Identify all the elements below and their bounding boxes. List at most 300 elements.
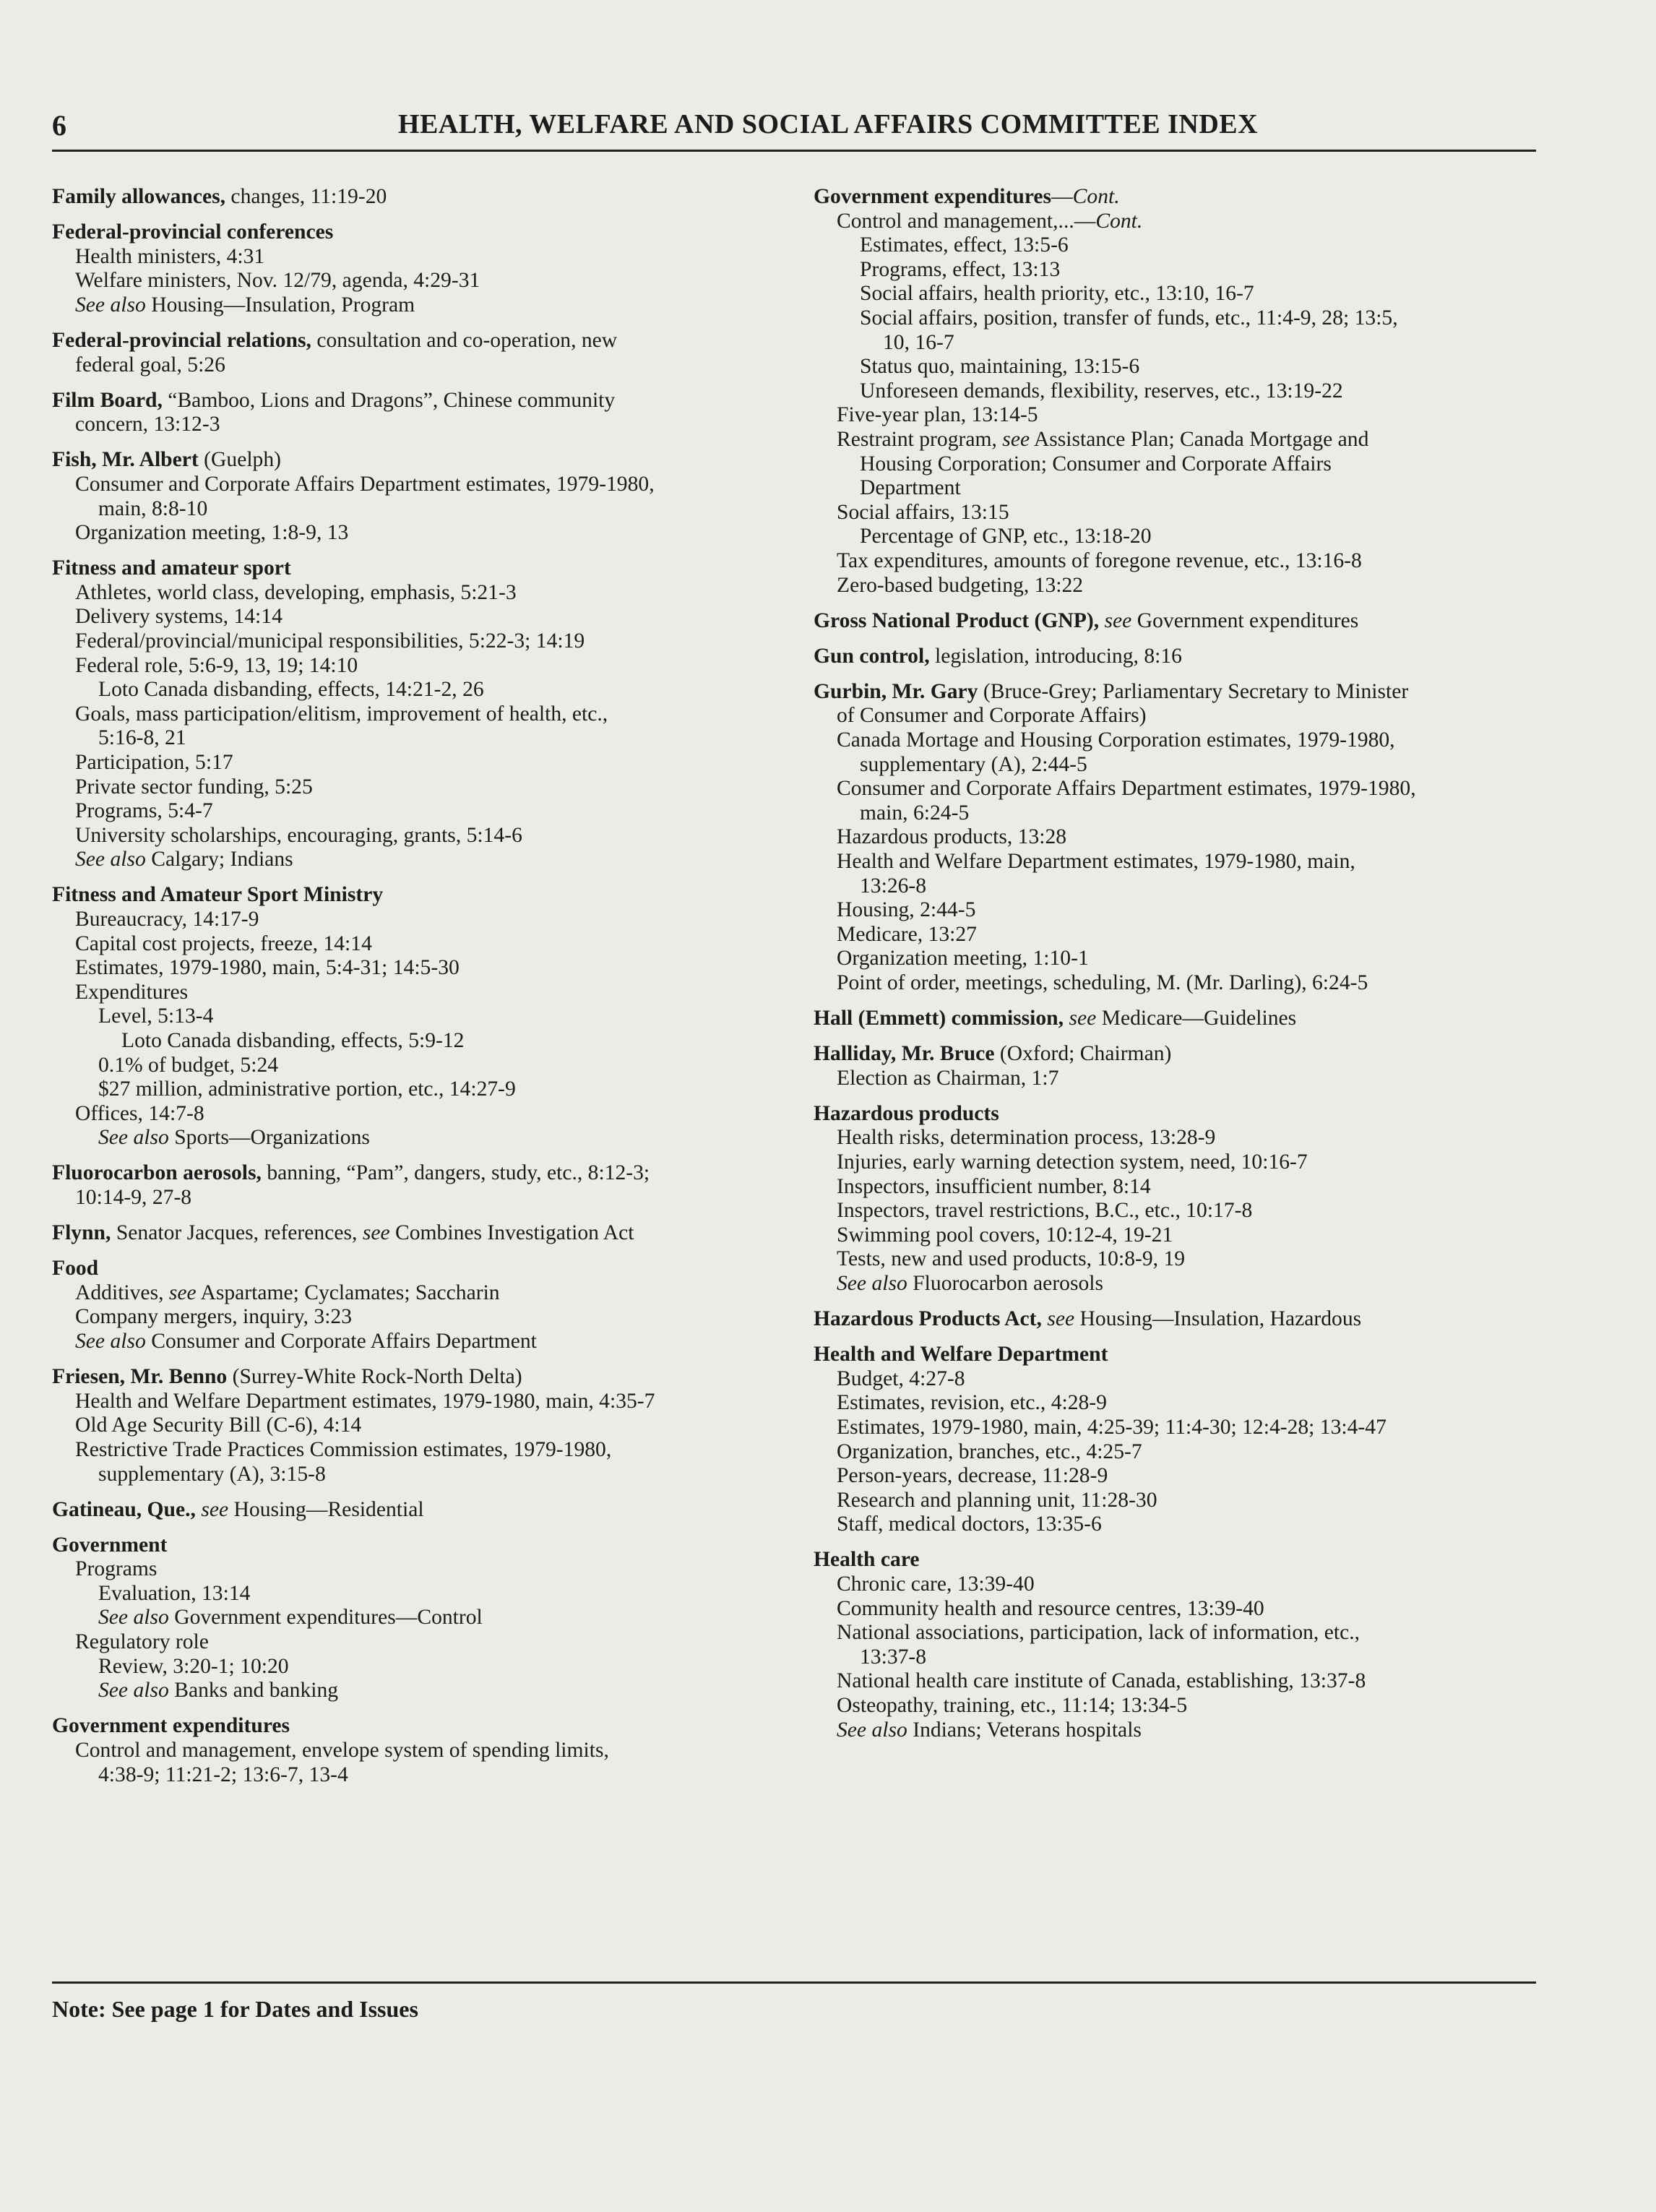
index-subentry-line — [814, 1199, 1551, 1223]
index-heading-line — [52, 389, 818, 413]
index-subentry-line — [814, 898, 1551, 923]
index-subentry-line — [814, 850, 1551, 874]
index-text: Canada Mortage and Housing Corporation estimates, 1979-1980, — [837, 728, 1395, 752]
index-text: Social affairs, position, transfer of funds, etc., 11:4-9, 28; 13:5, — [860, 306, 1398, 330]
index-heading-text: Fitness and amateur sport — [52, 556, 291, 580]
index-subentry-line — [814, 1489, 1551, 1513]
index-subentry-line — [52, 654, 818, 679]
index-text: “Bamboo, Lions and Dragons”, Chinese community — [162, 388, 616, 412]
index-text: Person-years, decrease, 11:28-9 — [837, 1464, 1108, 1488]
index-subentry-line — [52, 1630, 818, 1655]
index-text: supplementary (A), 3:15-8 — [98, 1462, 326, 1486]
index-text: National associations, participation, lack of information, etc., — [837, 1621, 1360, 1645]
index-subentry-line — [814, 403, 1551, 428]
index-subentry-line — [814, 728, 1551, 753]
cross-reference-text: Cont. — [1095, 209, 1143, 233]
index-heading-text: Federal-provincial relations, — [52, 328, 311, 352]
index-text: Health ministers, 4:31 — [75, 244, 265, 268]
index-text: supplementary (A), 2:44-5 — [860, 752, 1087, 776]
index-text: Housing—Insulation, Program — [145, 293, 415, 317]
index-text: Combines Investigation Act — [389, 1221, 634, 1245]
index-text: Chronic care, 13:39-40 — [837, 1572, 1035, 1596]
index-text: Consumer and Corporate Affairs Department — [145, 1330, 537, 1354]
index-text: Company mergers, inquiry, 3:23 — [75, 1305, 353, 1329]
index-subentry-line — [814, 1367, 1551, 1392]
index-subentry-line — [814, 210, 1551, 234]
index-entry — [52, 1365, 818, 1486]
index-text: Old Age Security Bill (C-6), 4:14 — [75, 1413, 362, 1437]
index-text: Housing Corporation; Consumer and Corporate Affairs — [860, 452, 1332, 475]
index-entry — [52, 1221, 818, 1246]
cross-reference-text: see — [1104, 608, 1132, 632]
index-entry — [814, 1007, 1551, 1031]
index-heading-line — [814, 1548, 1551, 1572]
index-subentry-line — [52, 1281, 818, 1306]
index-subentry-line — [52, 413, 818, 437]
index-subentry-line — [814, 1223, 1551, 1248]
index-text: Indians; Veterans hospitals — [907, 1718, 1142, 1742]
index-text: Senator Jacques, references, — [111, 1221, 363, 1245]
cross-reference-text: Cont. — [1072, 185, 1120, 208]
index-entry — [814, 645, 1551, 669]
index-heading-text: Fluorocarbon aerosols, — [52, 1161, 262, 1185]
index-text: Estimates, 1979-1980, main, 5:4-31; 14:5-30 — [75, 956, 460, 980]
index-subentry-line — [52, 1438, 818, 1463]
index-text: Department — [860, 476, 961, 500]
index-subentry-line — [52, 726, 818, 751]
index-subentry-line — [52, 1126, 818, 1150]
index-text: Estimates, revision, etc., 4:28-9 — [837, 1391, 1107, 1415]
index-subentry-line — [52, 1679, 818, 1703]
index-text: Government expenditures — [1131, 608, 1359, 632]
index-text: concern, 13:12-3 — [75, 413, 220, 436]
index-text: Control and management, envelope system of spending limits, — [75, 1738, 609, 1762]
index-subentry-line — [52, 678, 818, 702]
index-text: Sports—Organizations — [168, 1126, 370, 1150]
index-text: Government expenditures—Control — [168, 1606, 483, 1630]
index-heading-line — [52, 1365, 818, 1390]
index-text: banning, “Pam”, dangers, study, etc., 8:12-3; — [261, 1161, 650, 1185]
index-text: Programs, 5:4-7 — [75, 799, 213, 823]
index-text: Federal role, 5:6-9, 13, 19; 14:10 — [75, 653, 358, 677]
index-text: Hazardous products, 13:28 — [837, 825, 1067, 849]
index-text: Athletes, world class, developing, emphasis, 5:21-3 — [75, 580, 517, 604]
index-subentry-line — [814, 825, 1551, 850]
index-heading-text: Fish, Mr. Albert — [52, 448, 199, 472]
index-entry — [52, 1498, 818, 1523]
index-subentry-line — [814, 233, 1551, 258]
index-column-right — [814, 185, 1551, 1754]
footer-rule — [52, 1981, 1536, 1984]
index-text: Expenditures — [75, 980, 189, 1004]
index-entry — [52, 448, 818, 545]
index-subentry-line — [52, 245, 818, 270]
index-heading-text: Gross National Product (GNP), — [814, 608, 1100, 632]
index-subentry-line — [52, 1557, 818, 1582]
index-entry — [52, 1161, 818, 1210]
index-subentry-line — [814, 1694, 1551, 1718]
cross-reference-text: See also — [98, 1126, 169, 1150]
index-subentry-line — [52, 1390, 818, 1414]
index-heading-text: Gurbin, Mr. Gary — [814, 679, 978, 703]
index-text: consultation and co-operation, new — [311, 328, 618, 352]
index-subentry-line — [814, 704, 1551, 728]
index-text: Assistance Plan; Canada Mortgage and — [1030, 427, 1369, 451]
index-heading-line — [814, 680, 1551, 705]
index-subentry-line — [52, 702, 818, 727]
index-entry — [52, 1714, 818, 1787]
index-heading-line — [52, 1533, 818, 1558]
index-subentry-line — [52, 1054, 818, 1078]
index-text: Programs, effect, 13:13 — [860, 257, 1061, 281]
index-text: (Guelph) — [198, 448, 281, 472]
index-text: Inspectors, travel restrictions, B.C., etc., 10:17-8 — [837, 1199, 1253, 1223]
index-text: 13:37-8 — [860, 1645, 927, 1669]
index-heading-line — [52, 556, 818, 581]
index-subentry-line — [52, 1655, 818, 1679]
index-subentry-line — [814, 1126, 1551, 1150]
index-text: Level, 5:13-4 — [98, 1004, 214, 1028]
index-subentry-line — [52, 629, 818, 654]
cross-reference-text: See also — [98, 1679, 169, 1703]
index-subentry-line — [814, 1464, 1551, 1489]
index-entry — [52, 185, 818, 210]
index-subentry-line — [814, 1669, 1551, 1694]
index-subentry-line — [814, 1597, 1551, 1622]
index-text: Programs — [75, 1557, 158, 1581]
index-subentry-line — [52, 269, 818, 293]
index-subentry-line — [52, 1763, 818, 1788]
index-text: Housing—Residential — [228, 1497, 424, 1521]
index-heading-text: Government — [52, 1533, 168, 1557]
index-heading-line — [814, 1042, 1551, 1067]
index-subentry-line — [814, 355, 1551, 379]
index-subentry-line — [814, 1645, 1551, 1670]
index-subentry-line — [814, 801, 1551, 826]
index-text: (Bruce-Grey; Parliamentary Secretary to Minister — [978, 679, 1409, 703]
index-text: (Surrey-White Rock-North Delta) — [227, 1365, 522, 1389]
index-subentry-line — [52, 848, 818, 872]
index-text: Status quo, maintaining, 13:15-6 — [860, 355, 1140, 379]
index-text: Organization, branches, etc., 4:25-7 — [837, 1439, 1142, 1463]
index-text: Inspectors, insufficient number, 8:14 — [837, 1174, 1151, 1198]
index-text: Social affairs, 13:15 — [837, 500, 1009, 524]
index-subentry-line — [814, 1175, 1551, 1200]
index-subentry-line — [814, 306, 1551, 331]
index-text: 10, 16-7 — [883, 330, 954, 354]
index-subentry-line — [814, 379, 1551, 404]
index-text: — — [1051, 185, 1073, 208]
index-heading-line — [52, 1161, 818, 1186]
header-rule — [52, 150, 1536, 152]
index-heading-text: Food — [52, 1257, 99, 1281]
index-subentry-line — [814, 258, 1551, 283]
index-subentry-line — [814, 777, 1551, 801]
index-heading-text: Health and Welfare Department — [814, 1343, 1108, 1367]
index-subentry-line — [814, 923, 1551, 947]
index-text: Delivery systems, 14:14 — [75, 605, 283, 629]
index-entry — [52, 220, 818, 317]
cross-reference-text: see — [1002, 427, 1030, 451]
index-text: Bureaucracy, 14:17-9 — [75, 908, 259, 931]
index-text: Banks and banking — [168, 1679, 339, 1703]
index-text: National health care institute of Canada, establishing, 13:37-8 — [837, 1669, 1366, 1693]
index-text: Calgary; Indians — [145, 848, 293, 872]
index-subentry-line — [52, 1102, 818, 1127]
index-text: Loto Canada disbanding, effects, 5:9-12 — [121, 1029, 465, 1052]
index-text: Regulatory role — [75, 1630, 209, 1654]
cross-reference-text: See also — [75, 1330, 146, 1354]
index-text: $27 million, administrative portion, etc., 14:27-9 — [98, 1077, 516, 1101]
index-text: Aspartame; Cyclamates; Saccharin — [196, 1281, 500, 1304]
index-text: Election as Chairman, 1:7 — [837, 1066, 1059, 1090]
index-subentry-line — [52, 799, 818, 824]
index-heading-text: Federal-provincial conferences — [52, 220, 334, 244]
index-subentry-line — [814, 1067, 1551, 1091]
index-entry — [814, 1343, 1551, 1537]
index-text: main, 6:24-5 — [860, 801, 970, 825]
index-subentry-line — [52, 1004, 818, 1029]
index-text: Capital cost projects, freeze, 14:14 — [75, 931, 372, 955]
index-subentry-line — [52, 775, 818, 800]
index-heading-line — [814, 1343, 1551, 1367]
index-text: Consumer and Corporate Affairs Department estimates, 1979-1980, — [837, 777, 1416, 801]
index-entry — [52, 556, 818, 872]
index-text: Estimates, effect, 13:5-6 — [860, 233, 1069, 257]
index-heading-text: Hall (Emmett) commission, — [814, 1007, 1064, 1030]
index-text: Health and Welfare Department estimates, 1979-1980, main, — [837, 849, 1355, 873]
index-text: Zero-based budgeting, 13:22 — [837, 573, 1084, 597]
index-text: Review, 3:20-1; 10:20 — [98, 1654, 289, 1678]
index-subentry-line — [52, 751, 818, 775]
index-heading-line — [52, 1221, 818, 1246]
index-subentry-line — [814, 1440, 1551, 1465]
index-text: Staff, medical doctors, 13:35-6 — [837, 1512, 1102, 1536]
index-heading-text: Hazardous products — [814, 1101, 999, 1125]
index-subentry-line — [814, 476, 1551, 501]
index-heading-line — [814, 1307, 1551, 1332]
index-subentry-line — [52, 605, 818, 629]
index-subentry-line — [814, 452, 1551, 477]
cross-reference-text: see — [168, 1281, 197, 1304]
index-text: Restrictive Trade Practices Commission estimates, 1979-1980, — [75, 1437, 612, 1461]
index-text: University scholarships, encouraging, grants, 5:14-6 — [75, 823, 522, 847]
index-text: Control and management,...— — [837, 209, 1096, 233]
index-subentry-line — [52, 956, 818, 981]
index-text: Community health and resource centres, 13:39-40 — [837, 1596, 1264, 1620]
index-text: Housing, 2:44-5 — [837, 898, 976, 922]
index-text: Tax expenditures, amounts of foregone revenue, etc., 13:16-8 — [837, 548, 1362, 572]
index-subentry-line — [52, 1582, 818, 1606]
cross-reference-text: See also — [837, 1718, 907, 1742]
index-heading-line — [814, 185, 1551, 210]
index-text: 10:14-9, 27-8 — [75, 1186, 192, 1210]
page-title: HEALTH, WELFARE AND SOCIAL AFFAIRS COMMITTEE INDEX — [397, 109, 1259, 139]
index-subentry-line — [52, 1330, 818, 1354]
index-text: Social affairs, health priority, etc., 13:10, 16-7 — [860, 282, 1254, 306]
index-entry — [814, 185, 1551, 598]
index-subentry-line — [814, 1150, 1551, 1175]
index-subentry-line — [814, 525, 1551, 549]
index-heading-line — [814, 1007, 1551, 1031]
index-heading-line — [52, 448, 818, 473]
index-heading-line — [52, 1498, 818, 1523]
index-subentry-line — [52, 981, 818, 1005]
index-text: 0.1% of budget, 5:24 — [98, 1053, 279, 1077]
index-text: Housing—Insulation, Hazardous — [1074, 1307, 1362, 1331]
cross-reference-text: see — [362, 1221, 390, 1245]
index-heading-text: Film Board, — [52, 388, 163, 412]
index-subentry-line — [52, 353, 818, 378]
index-subentry-line — [52, 1413, 818, 1438]
cross-reference-text: See also — [75, 293, 146, 317]
index-subentry-line — [52, 581, 818, 606]
index-text: Participation, 5:17 — [75, 750, 233, 774]
index-heading-line — [814, 645, 1551, 669]
index-text — [1099, 609, 1104, 632]
index-text: Medicare, 13:27 — [837, 922, 977, 946]
cross-reference-text: see — [1069, 1007, 1097, 1030]
index-text: Private sector funding, 5:25 — [75, 775, 313, 799]
index-text: Organization meeting, 1:8-9, 13 — [75, 521, 349, 545]
index-text: Loto Canada disbanding, effects, 14:21-2, 26 — [98, 678, 484, 702]
index-text: Fluorocarbon aerosols — [907, 1271, 1104, 1295]
index-subentry-line — [814, 874, 1551, 899]
index-subentry-line — [52, 908, 818, 932]
index-subentry-line — [814, 971, 1551, 996]
index-subentry-line — [52, 473, 818, 497]
index-text: 5:16-8, 21 — [98, 726, 186, 750]
index-heading-line — [814, 609, 1551, 634]
index-text: Health and Welfare Department estimates, 1979-1980, main, 4:35-7 — [75, 1389, 655, 1413]
index-subentry-line — [814, 549, 1551, 574]
index-text: Medicare—Guidelines — [1096, 1007, 1297, 1030]
index-subentry-line — [814, 1621, 1551, 1645]
index-subentry-line — [814, 282, 1551, 306]
index-heading-line — [52, 329, 818, 353]
index-text: Restraint program, — [837, 427, 1003, 451]
cross-reference-text: see — [1047, 1307, 1075, 1331]
index-subentry-line — [52, 1305, 818, 1330]
index-heading-text: Flynn, — [52, 1221, 111, 1245]
index-text: Federal/provincial/municipal responsibilities, 5:22-3; 14:19 — [75, 629, 585, 653]
index-subentry-line — [814, 1718, 1551, 1743]
index-subentry-line — [52, 1186, 818, 1210]
index-subentry-line — [814, 1512, 1551, 1537]
index-heading-line — [814, 1102, 1551, 1127]
index-subentry-line — [52, 497, 818, 522]
index-text: Estimates, 1979-1980, main, 4:25-39; 11:4-30; 12:4-28; 13:4-47 — [837, 1415, 1387, 1439]
index-subentry-line — [814, 753, 1551, 778]
index-entry — [814, 1548, 1551, 1742]
index-subentry-line — [52, 1029, 818, 1054]
index-heading-text: Halliday, Mr. Bruce — [814, 1042, 995, 1066]
index-text: 4:38-9; 11:21-2; 13:6-7, 13-4 — [98, 1763, 348, 1786]
index-text: Health risks, determination process, 13:28-9 — [837, 1126, 1216, 1150]
index-text: federal goal, 5:26 — [75, 353, 225, 376]
index-subentry-line — [52, 932, 818, 957]
index-subentry-line — [814, 1391, 1551, 1416]
index-heading-line — [52, 185, 818, 210]
index-heading-text: Fitness and Amateur Sport Ministry — [52, 883, 384, 907]
index-subentry-line — [52, 293, 818, 318]
index-text: Percentage of GNP, etc., 13:18-20 — [860, 525, 1152, 548]
index-entry — [52, 1533, 818, 1703]
index-subentry-line — [814, 428, 1551, 452]
index-text: main, 8:8-10 — [98, 496, 208, 520]
index-subentry-line — [814, 1272, 1551, 1296]
cross-reference-text: See also — [75, 848, 146, 872]
index-entry — [814, 1307, 1551, 1332]
index-text: Organization meeting, 1:10-1 — [837, 947, 1089, 971]
index-subentry-line — [814, 1572, 1551, 1597]
index-text: Injuries, early warning detection system, need, 10:16-7 — [837, 1150, 1308, 1174]
cross-reference-text: See also — [98, 1606, 169, 1630]
index-text: Additives, — [75, 1281, 169, 1304]
index-subentry-line — [814, 1247, 1551, 1272]
index-entry — [814, 1102, 1551, 1296]
index-text: Offices, 14:7-8 — [75, 1101, 204, 1125]
index-entry — [52, 1257, 818, 1354]
index-subentry-line — [814, 501, 1551, 525]
index-heading-line — [52, 220, 818, 245]
index-subentry-line — [52, 1077, 818, 1102]
index-text: Budget, 4:27-8 — [837, 1367, 965, 1390]
index-heading-text: Family allowances, — [52, 185, 226, 208]
index-text: Goals, mass participation/elitism, improvement of health, etc., — [75, 702, 608, 726]
index-entry — [52, 389, 818, 437]
index-heading-text: Gun control, — [814, 644, 930, 668]
cross-reference-text: See also — [837, 1271, 907, 1295]
index-entry — [52, 883, 818, 1150]
index-subentry-line — [52, 824, 818, 848]
index-subentry-line — [52, 1739, 818, 1763]
index-subentry-line — [814, 947, 1551, 971]
index-entry — [814, 680, 1551, 996]
index-heading-text: Government expenditures — [52, 1714, 290, 1738]
index-heading-line — [52, 883, 818, 908]
index-text: Evaluation, 13:14 — [98, 1581, 251, 1605]
index-heading-text: Gatineau, Que., — [52, 1497, 196, 1521]
index-text: Welfare ministers, Nov. 12/79, agenda, 4:29-31 — [75, 269, 480, 293]
index-text: of Consumer and Corporate Affairs) — [837, 704, 1147, 728]
index-heading-text: Government expenditures — [814, 185, 1052, 208]
index-text: legislation, introducing, 8:16 — [929, 644, 1182, 668]
index-entry — [52, 329, 818, 377]
index-subentry-line — [52, 521, 818, 546]
index-text: Consumer and Corporate Affairs Department estimates, 1979-1980, — [75, 472, 655, 496]
index-heading-text: Health care — [814, 1548, 920, 1572]
index-heading-line — [52, 1257, 818, 1281]
index-entry — [814, 1042, 1551, 1090]
index-text: Swimming pool covers, 10:12-4, 19-21 — [837, 1223, 1173, 1247]
index-subentry-line — [814, 331, 1551, 356]
index-text: (Oxford; Chairman) — [994, 1042, 1172, 1066]
index-text: Tests, new and used products, 10:8-9, 19 — [837, 1247, 1186, 1271]
index-subentry-line — [52, 1606, 818, 1630]
footer-note: Note: See page 1 for Dates and Issues — [52, 1996, 418, 2022]
index-column-left — [52, 185, 818, 1799]
index-text: Osteopathy, training, etc., 11:14; 13:34-5 — [837, 1693, 1188, 1717]
index-subentry-line — [52, 1463, 818, 1487]
cross-reference-text: see — [201, 1497, 229, 1521]
index-entry — [814, 609, 1551, 634]
index-text: changes, 11:19-20 — [225, 185, 387, 208]
index-heading-text: Hazardous Products Act, — [814, 1307, 1042, 1331]
index-subentry-line — [814, 1416, 1551, 1440]
index-text: Five-year plan, 13:14-5 — [837, 403, 1038, 427]
index-heading-text: Friesen, Mr. Benno — [52, 1365, 228, 1389]
